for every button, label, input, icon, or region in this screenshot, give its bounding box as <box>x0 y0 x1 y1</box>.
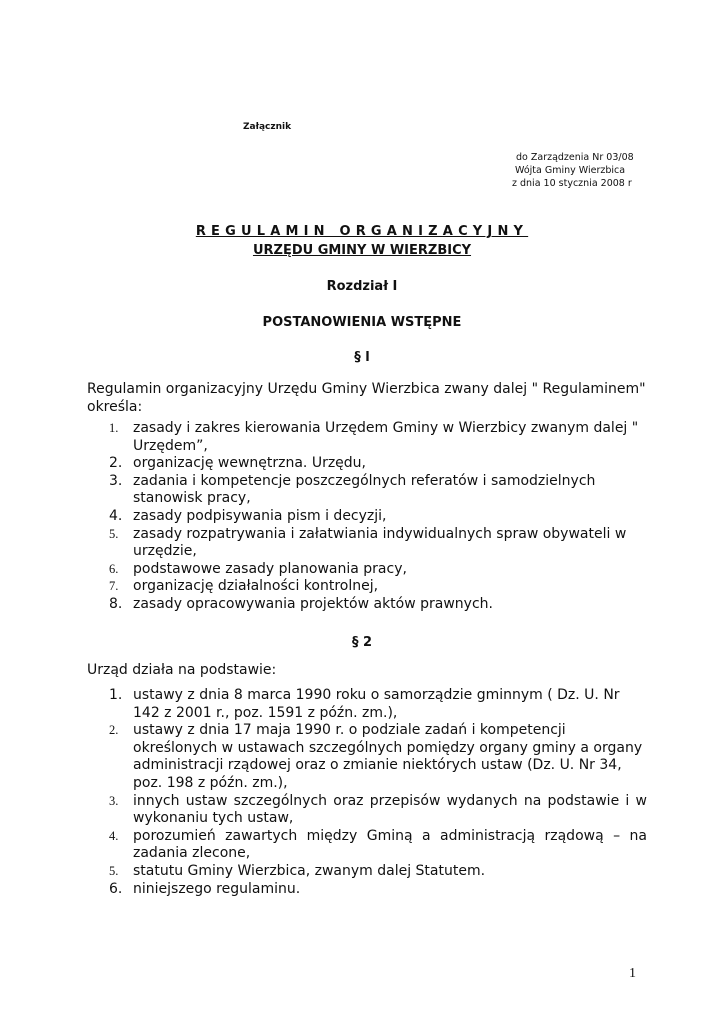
list-item <box>87 455 647 473</box>
list-item <box>87 508 647 526</box>
page-number: 1 <box>629 966 636 981</box>
list-item <box>87 596 647 614</box>
list-item-text: organizację działalności kontrolnej, <box>133 578 379 595</box>
reference-line: do Zarządzenia Nr 03/08 <box>516 152 634 163</box>
list-item-text: organizację wewnętrzna. Urzędu, <box>133 455 367 472</box>
list-number: 3. <box>109 472 123 489</box>
list-item <box>87 687 647 722</box>
list-number: 4. <box>109 507 123 524</box>
list-item-text: zadania i kompetencje poszczególnych referatów i samodzielnych stanowisk pracy, <box>133 472 596 507</box>
list-number: 6. <box>109 880 123 897</box>
document-title: REGULAMIN ORGANIZACYJNY <box>195 224 529 239</box>
list-number: 5. <box>109 863 119 878</box>
list-item <box>87 561 647 579</box>
list-item <box>87 578 647 596</box>
list-item <box>87 863 647 881</box>
list-number: 6. <box>109 561 119 576</box>
list-item-text: zasady opracowywania projektów aktów prawnych. <box>133 595 493 612</box>
list-item-text: innych ustaw szczególnych oraz przepisów wydanych na podstawie i w wykonaniu tych ustaw, <box>133 792 647 827</box>
list-number: 3. <box>109 793 119 808</box>
reference-block <box>508 151 708 190</box>
list-item <box>87 526 647 561</box>
list-number: 8. <box>109 595 123 612</box>
list-number: 7. <box>109 579 119 594</box>
list-number: 1. <box>109 687 123 703</box>
document-subtitle: URZĘDU GMINY W WIERZBICY <box>252 243 472 258</box>
list-item <box>87 420 647 455</box>
list-item-text: zasady i zakres kierowania Urzędem Gminy w Wierzbicy zwanym dalej " Urzędem”, <box>133 420 639 454</box>
list-item <box>87 722 647 792</box>
list-item <box>87 881 647 899</box>
reference-line: Wójta Gminy Wierzbica <box>515 165 626 176</box>
list-item-text: ustawy z dnia 17 maja 1990 r. o podziale zadań i kompetencji określonych w ustawach szczególnych pomiędzy organy gminy a organy administracji rządowej oraz o zmianie niektórych ustaw (Dz. U. Nr 34, poz. 198 z późn. zm.), <box>133 722 643 791</box>
paragraph-1-list <box>87 420 647 614</box>
reference-line: z dnia 10 stycznia 2008 r <box>512 178 632 189</box>
list-item-text: zasady rozpatrywania i załatwiania indywidualnych spraw obywateli w urzędzie, <box>133 525 627 560</box>
list-item-text: porozumień zawartych między Gminą a administracją rządową – na zadania zlecone, <box>133 827 647 862</box>
list-item <box>87 473 647 508</box>
list-number: 2. <box>109 723 119 738</box>
paragraph-2-list <box>87 687 647 898</box>
list-item-text: niniejszego regulaminu. <box>133 880 301 897</box>
list-item-text: statutu Gminy Wierzbica, zwanym dalej Statutem. <box>133 862 486 879</box>
list-item-text: podstawowe zasady planowania pracy, <box>133 560 407 577</box>
paragraph-2-heading: § 2 <box>351 635 373 650</box>
list-number: 1. <box>109 421 119 435</box>
attachment-label: Załącznik <box>243 122 292 132</box>
list-item-text: zasady podpisywania pism i decyzji, <box>133 507 387 524</box>
list-item <box>87 793 647 828</box>
list-item <box>87 828 647 863</box>
list-number: 4. <box>109 828 119 843</box>
list-item-text: ustawy z dnia 8 marca 1990 roku o samorządzie gminnym ( Dz. U. Nr 142 z 2001 r., poz. 1591 z późn. zm.), <box>133 687 620 721</box>
chapter-heading: Rozdział I <box>326 279 398 294</box>
paragraph-1-intro: Regulamin organizacyjny Urzędu Gminy Wierzbica zwany dalej " Regulaminem" określa: <box>87 381 646 415</box>
list-number: 5. <box>109 526 119 541</box>
paragraph-1-heading: § l <box>354 350 370 365</box>
section-title: POSTANOWIENIA WSTĘPNE <box>262 315 462 330</box>
list-number: 2. <box>109 455 123 472</box>
paragraph-2-intro: Urząd działa na podstawie: <box>87 662 277 678</box>
